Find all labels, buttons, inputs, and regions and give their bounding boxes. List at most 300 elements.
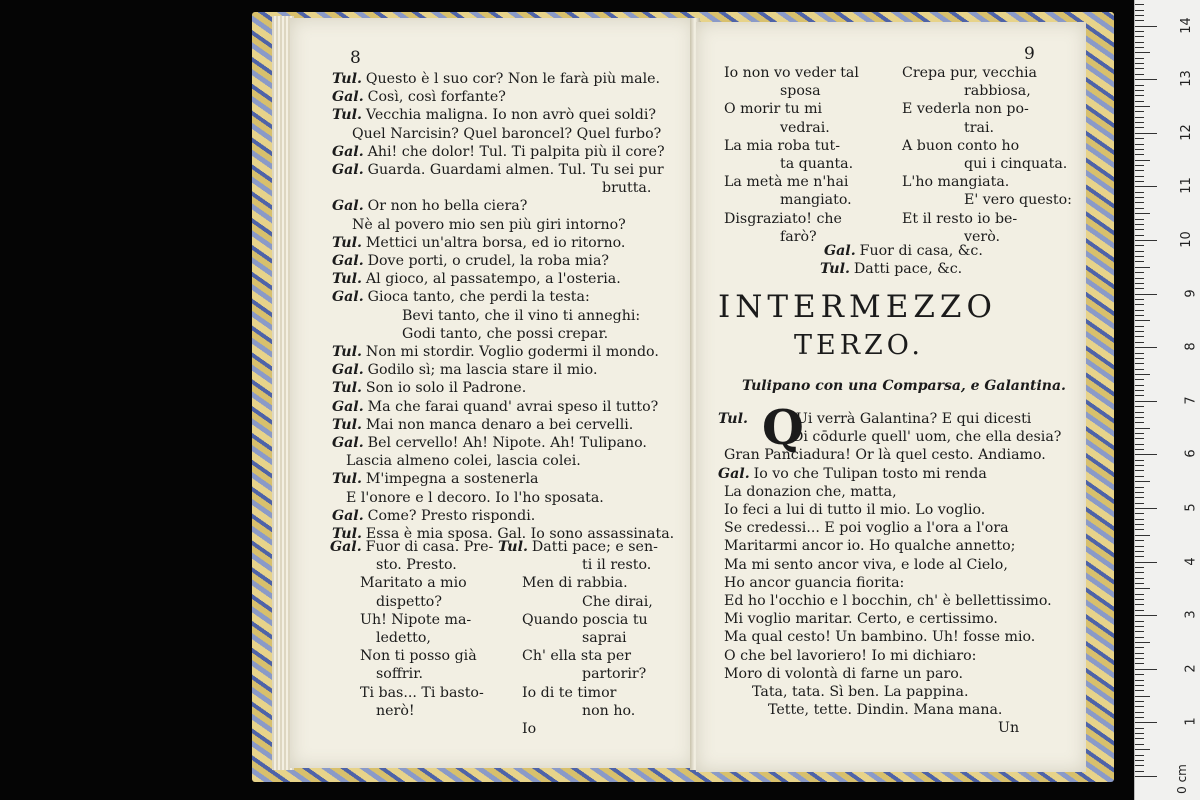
ruler-tick: [1135, 470, 1144, 471]
ruler-tick: [1135, 374, 1150, 375]
ruler-tick: [1135, 186, 1157, 187]
verse-text: Tata, tata. Sì ben. La pappina.: [752, 684, 969, 700]
ruler-tick: [1135, 294, 1157, 295]
ruler-tick: [1135, 610, 1144, 611]
closing-line: [824, 244, 983, 258]
verse-text: Come? Presto rispondi.: [367, 507, 536, 524]
speaker-label: Gal.: [332, 289, 364, 306]
dialogue-line: [602, 181, 651, 195]
duet-line-right: [582, 704, 635, 718]
ruler-tick: [1135, 149, 1144, 150]
ruler-tick: [1135, 519, 1144, 520]
ruler-tick: [1135, 626, 1144, 627]
verse-text: brutta.: [602, 180, 652, 197]
speaker-label: Tul.: [332, 471, 362, 488]
dialogue-line: [724, 649, 976, 663]
page-number-right: 9: [1024, 44, 1035, 64]
speaker-label: Tul.: [332, 271, 362, 288]
duet-line-left: mangiato.: [780, 192, 852, 209]
ruler-tick: [1135, 278, 1144, 279]
ruler-tick: [1135, 428, 1150, 429]
ruler-tick: [1135, 208, 1144, 209]
verse-text: Io feci a lui di tutto il mio. Lo voglio.: [724, 502, 986, 518]
ruler-tick: [1135, 4, 1144, 5]
duet-line-left: [330, 540, 493, 554]
ruler-tick: [1135, 722, 1157, 723]
verse-text: Ho ancor guancia fiorita:: [724, 574, 905, 591]
verse-text: Maritarmi ancor io. Ho qualche annetto;: [724, 538, 1016, 555]
ruler-cm-label: 13: [1179, 70, 1195, 87]
duet-line-right: [582, 595, 653, 609]
verse-text: Al gioco, al passatempo, a l'osteria.: [365, 271, 621, 288]
ruler-tick: [1135, 256, 1144, 257]
page-number-left: 8: [350, 48, 361, 68]
ruler-tick: [1135, 192, 1144, 193]
ruler-tick: [1135, 85, 1144, 86]
dialogue-line: [724, 667, 963, 681]
duet-line-right: [582, 667, 646, 681]
verse-text: Datti pace; e sen-: [531, 539, 658, 555]
duet-line-left: farò?: [780, 228, 817, 245]
ruler-tick: [1135, 508, 1157, 509]
ruler-tick: [1135, 101, 1144, 102]
verse-text: E l'onore e l decoro. Io l'ho sposata.: [346, 489, 604, 506]
ruler-tick: [1135, 487, 1144, 488]
ruler-tick: [1135, 465, 1144, 466]
ruler-tick: [1135, 95, 1144, 96]
ruler-tick: [1135, 567, 1144, 568]
duet-line-left: Disgraziato! che: [724, 210, 842, 227]
speaker-label: Tul.: [332, 234, 362, 251]
duet-line-right: rabbiosa,: [964, 83, 1031, 100]
intermezzo-title: INTERMEZZO: [718, 289, 997, 325]
ruler-tick: [1135, 15, 1144, 16]
ruler-tick: [1135, 551, 1144, 552]
duet-line-left: ta quanta.: [780, 156, 854, 172]
speaker-label: Tul.: [820, 261, 850, 278]
verse-text: Maritato a mio: [360, 575, 467, 592]
verse-text: ledetto,: [376, 630, 431, 646]
dialogue-line: [352, 218, 626, 232]
ruler-cm-label: 6: [1183, 449, 1199, 459]
ruler-tick: [1135, 144, 1144, 145]
verse-text: Godilo sì; ma lascia stare il mio.: [367, 362, 598, 379]
verse-text: Son io solo il Padrone.: [365, 380, 527, 397]
ruler-tick: [1135, 658, 1144, 659]
ruler-tick: [1135, 706, 1144, 707]
left-page: [290, 18, 694, 768]
dialogue-line: [724, 448, 1046, 462]
duet-line-right: qui i cinquata.: [964, 156, 1068, 172]
verse-text: Ma che farai quand' avrai speso il tutto?: [367, 398, 659, 415]
verse-text: Dove porti, o crudel, la roba mia?: [367, 253, 610, 269]
verse-text: Un: [998, 720, 1020, 737]
dialogue-line: [332, 381, 526, 395]
ruler-tick: [1135, 535, 1150, 536]
ruler-tick: [1135, 701, 1144, 702]
verse-text: Fuor di casa. Pre-: [365, 539, 494, 555]
ruler-tick: [1135, 529, 1144, 530]
ruler-tick: [1135, 165, 1144, 166]
verse-text: Mi voglio maritar. Certo, e certissimo.: [724, 611, 998, 628]
ruler-tick: [1135, 744, 1144, 745]
ruler-tick: [1135, 492, 1144, 493]
ruler-tick: [1135, 197, 1144, 198]
ruler-tick: [1135, 310, 1144, 311]
ruler-tick: [1135, 133, 1157, 134]
dialogue-line: [332, 236, 625, 250]
speaker-label: Gal.: [332, 362, 364, 379]
dialogue-line: [724, 521, 1009, 535]
ruler-unit-label: 0 cm: [1175, 764, 1190, 794]
duet-line-left: [360, 576, 467, 590]
ruler-tick: [1135, 42, 1144, 43]
stage-direction: Tulipano con una Comparsa, e Galantina.: [742, 378, 1066, 394]
dialogue-line: [332, 90, 506, 104]
verse-text: saprai: [582, 630, 627, 646]
verse-text: Io: [522, 721, 537, 737]
dialogue-line: [724, 612, 998, 626]
verse-text: Ed ho l'occhio e l bocchin, ch' è bellettissimo.: [724, 593, 1052, 609]
verse-text: sto. Presto.: [376, 557, 457, 574]
ruler-tick: [1135, 47, 1144, 48]
verse-text: Quando poscia tu: [522, 611, 648, 628]
intermezzo-subtitle: TERZO.: [794, 330, 924, 361]
dialogue-line: [402, 327, 608, 341]
verse-text: nerò!: [376, 702, 415, 719]
ruler-tick: [1135, 524, 1144, 525]
ruler-cm-label: 10: [1179, 231, 1195, 248]
speaker-label: Tul.: [498, 539, 528, 555]
speaker-label: Gal.: [718, 465, 750, 482]
ruler-tick: [1135, 58, 1144, 59]
duet-line-left: La mia roba tut-: [724, 137, 841, 154]
ruler-tick: [1135, 358, 1144, 359]
verse-text: Ui verrà Galantina? E qui dicesti: [795, 411, 1032, 427]
ruler-tick: [1135, 438, 1144, 439]
ruler-tick: [1135, 663, 1144, 664]
verse-text: Gran Panciadura! Or là quel cesto. Andiamo.: [724, 447, 1046, 464]
verse-text: Uh! Nipote ma-: [360, 611, 472, 628]
ruler-tick: [1135, 765, 1144, 766]
ruler-tick: [1135, 583, 1144, 584]
ruler-tick: [1135, 31, 1144, 32]
speaker-label: Gal.: [330, 539, 362, 555]
verse-text: Ma qual cesto! Un bambino. Uh! fosse mio.: [724, 629, 1036, 646]
ruler-tick: [1135, 10, 1144, 11]
speaker-label: Gal.: [332, 89, 364, 106]
verse-text: soffrir.: [376, 666, 423, 683]
duet-line-left: Io non vo veder tal: [724, 65, 859, 81]
ruler-tick: [1135, 79, 1157, 80]
dialogue-line: [332, 345, 659, 359]
speaker-label: Gal.: [332, 162, 364, 178]
speaker-label: Tul.: [332, 71, 362, 87]
ruler-tick: [1135, 401, 1157, 402]
dialogue-line: [332, 199, 527, 213]
verse-text: Vecchia maligna. Io non avrò quei soldi?: [365, 107, 657, 124]
ruler-tick: [1135, 460, 1144, 461]
ruler-tick: [1135, 454, 1157, 455]
duet-line-left: [376, 558, 457, 572]
ruler-tick: [1135, 733, 1144, 734]
ruler-tick: [1135, 26, 1157, 27]
speaker-label: Gal.: [332, 198, 364, 215]
closing-line: [820, 262, 962, 276]
duet-line-right: E' vero questo:: [964, 192, 1072, 209]
dialogue-line: [718, 467, 987, 481]
dialogue-line: [346, 491, 604, 505]
ruler-tick: [1135, 288, 1144, 289]
verse-text: Bevi tanto, che il vino ti anneghi:: [402, 307, 641, 324]
ruler-tick: [1135, 422, 1144, 423]
dialogue-line: [352, 127, 661, 141]
speaker-label: Gal.: [332, 143, 364, 160]
speaker-label: Tul.: [332, 107, 362, 124]
duet-line-right: E vederla non po-: [902, 101, 1029, 118]
ruler-tick: [1135, 304, 1144, 305]
ruler-tick: [1135, 245, 1144, 246]
duet-line-left: O morir tu mi: [724, 101, 823, 118]
ruler-tick: [1135, 674, 1144, 675]
ruler-tick: [1135, 647, 1144, 648]
ruler-tick: [1135, 336, 1144, 337]
verse-text: O che bel lavoriero! Io mi dichiaro:: [724, 647, 977, 664]
dialogue-line: [724, 558, 1008, 572]
ruler-tick: [1135, 562, 1157, 563]
verse-text: Tette, tette. Dindin. Mana mana.: [768, 702, 1003, 719]
verse-text: Mai non manca denaro a bei cervelli.: [365, 416, 634, 433]
ruler-tick: [1135, 52, 1150, 53]
ruler-tick: [1135, 444, 1144, 445]
duet-line-right: [522, 613, 648, 627]
verse-text: Non ti posso già: [360, 648, 477, 665]
ruler-tick: [1135, 385, 1144, 386]
ruler-tick: [1135, 202, 1144, 203]
verse-text: Io di te timor: [522, 684, 617, 701]
ruler-tick: [1135, 170, 1144, 171]
ruler-tick: [1135, 379, 1144, 380]
duet-line-left: [376, 595, 442, 609]
ruler-cm-label: 14: [1179, 16, 1195, 34]
ruler-tick: [1135, 497, 1144, 498]
verse-text: Datti pace, &c.: [853, 261, 963, 278]
verse-text: Io vo che Tulipan tosto mi renda: [753, 465, 987, 482]
ruler-tick: [1135, 476, 1144, 477]
ruler-tick: [1135, 261, 1144, 262]
dialogue-line: [724, 485, 897, 499]
speaker-label: Gal.: [332, 507, 364, 524]
ruler-tick: [1135, 776, 1157, 777]
dialogue-line: [792, 430, 1061, 444]
speaker-label: Tul.: [332, 416, 362, 433]
ruler-tick: [1135, 578, 1144, 579]
dialogue-line: [724, 630, 1035, 644]
ruler-tick: [1135, 572, 1144, 573]
duet-line-right: [522, 722, 536, 736]
ruler-cm-label: 1: [1183, 717, 1199, 727]
verse-text: partorir?: [582, 666, 647, 683]
ruler-tick: [1135, 449, 1144, 450]
speaker-label: Tul.: [332, 380, 362, 397]
ruler-tick: [1135, 369, 1144, 370]
ruler-tick: [1135, 588, 1150, 589]
dialogue-line: [998, 721, 1019, 735]
ruler-tick: [1135, 653, 1144, 654]
dialogue-line: [332, 254, 609, 268]
verse-text: La donazion che, matta,: [724, 483, 897, 500]
ruler-tick: [1135, 283, 1144, 284]
speaker-label: Gal.: [332, 253, 364, 269]
duet-line-right: Crepa pur, vecchia: [902, 65, 1037, 81]
dialogue-line: [332, 472, 538, 486]
ruler-tick: [1135, 326, 1144, 327]
ruler-tick: [1135, 717, 1144, 718]
duet-line-right: verò.: [964, 228, 1000, 245]
ruler-tick: [1135, 755, 1144, 756]
dialogue-line: [346, 454, 581, 468]
verse-text: Se credessi... E poi voglio a l'ora a l'ora: [724, 520, 1009, 537]
ruler-tick: [1135, 412, 1144, 413]
ruler-tick: [1135, 631, 1144, 632]
dialogue-line: [332, 72, 660, 86]
ruler-tick: [1135, 20, 1144, 21]
speaker-label: Gal.: [332, 398, 364, 415]
ruler-cm-label: 9: [1183, 288, 1199, 298]
duet-line-left: [376, 704, 415, 718]
ruler-cm-label: 8: [1183, 342, 1199, 351]
ruler-tick: [1135, 90, 1144, 91]
drop-cap: Q: [762, 400, 804, 456]
ruler-tick: [1135, 315, 1144, 316]
duet-line-right: A buon conto ho: [902, 137, 1020, 154]
dialogue-line: [724, 594, 1052, 608]
dialogue-line: [332, 418, 633, 432]
ruler-tick: [1135, 503, 1144, 504]
duet-line-right: [522, 576, 628, 590]
ruler-tick: [1135, 712, 1144, 713]
ruler-tick: [1135, 749, 1150, 750]
verse-text: Bel cervello! Ah! Nipote. Ah! Tulipano.: [367, 435, 647, 451]
dialogue-line: [724, 503, 985, 517]
ruler-tick: [1135, 176, 1144, 177]
verse-text: Quel Narcisin? Quel baroncel? Quel furbo?: [352, 125, 662, 142]
ruler-tick: [1135, 320, 1150, 321]
verse-text: Mettici un'altra borsa, ed io ritorno.: [365, 234, 626, 251]
dialogue-line: [768, 703, 1002, 717]
ruler-tick: [1135, 685, 1144, 686]
duet-line-right: [582, 631, 627, 645]
speaker-label: Gal.: [332, 435, 364, 451]
ruler-tick: [1135, 546, 1144, 547]
ruler-tick: [1135, 481, 1150, 482]
duet-line-right: [522, 649, 631, 663]
dialogue-line: [332, 272, 621, 286]
ruler-tick: [1135, 728, 1144, 729]
dialogue-line: [332, 363, 598, 377]
ruler-tick: [1135, 696, 1150, 697]
ruler-tick: [1135, 127, 1144, 128]
ruler-tick: [1135, 235, 1144, 236]
verse-text: Godi tanto, che possi crepar.: [402, 325, 609, 342]
ruler-tick: [1135, 738, 1144, 739]
ruler-tick: [1135, 642, 1150, 643]
ruler-tick: [1135, 621, 1144, 622]
duet-line-left: sposa: [780, 83, 821, 100]
ruler-cm-label: 11: [1179, 177, 1195, 195]
ruler-tick: [1135, 240, 1157, 241]
speaker-label: Tul.: [332, 344, 362, 360]
duet-line-left: vedrai.: [780, 119, 830, 136]
ruler-tick: [1135, 637, 1144, 638]
ruler-tick: [1135, 690, 1144, 691]
ruler-tick: [1135, 771, 1144, 772]
verse-text: Or non ho bella ciera?: [367, 198, 528, 215]
ruler-tick: [1135, 363, 1144, 364]
ruler-tick: [1135, 36, 1144, 37]
ruler-tick: [1135, 342, 1144, 343]
verse-text: non ho.: [582, 702, 636, 719]
ruler-cm-label: 12: [1179, 124, 1195, 141]
duet-line-right: L'ho mangiata.: [902, 174, 1010, 191]
ruler-tick: [1135, 615, 1157, 616]
dialogue-line: [402, 309, 640, 323]
right-page: [696, 22, 1086, 772]
verse-text: Ti bas... Ti basto-: [360, 684, 484, 701]
duet-line-left: [360, 686, 484, 700]
verse-text: dispetto?: [376, 593, 442, 610]
verse-text: Non mi stordir. Voglio godermi il mondo.: [365, 344, 659, 360]
ruler-tick: [1135, 417, 1144, 418]
ruler-tick: [1135, 111, 1144, 112]
dialogue-line: [332, 436, 647, 450]
verse-text: Gioca tanto, che perdi la testa:: [367, 289, 590, 306]
ruler-tick: [1135, 219, 1144, 220]
dialogue-line: [724, 539, 1015, 553]
dialogue-line: [718, 412, 1031, 426]
duet-line-right: [498, 540, 658, 554]
ruler-tick: [1135, 433, 1144, 434]
ruler-tick: [1135, 540, 1144, 541]
ruler-cm-label: 5: [1183, 503, 1199, 512]
ruler-tick: [1135, 760, 1144, 761]
ruler-tick: [1135, 680, 1144, 681]
ruler-tick: [1135, 513, 1144, 514]
ruler-tick: [1135, 395, 1144, 396]
ruler-tick: [1135, 154, 1144, 155]
speaker-label: Gal.: [824, 243, 856, 259]
ruler-tick: [1135, 331, 1144, 332]
ruler-tick: [1135, 138, 1144, 139]
ruler-tick: [1135, 106, 1150, 107]
ruler-tick: [1135, 229, 1144, 230]
duet-line-left: [360, 649, 477, 663]
ruler-tick: [1135, 353, 1144, 354]
ruler-tick: [1135, 68, 1144, 69]
ruler-tick: [1135, 251, 1144, 252]
verse-text: Ch' ella sta per: [522, 648, 632, 665]
verse-text: Nè al povero mio sen più giri intorno?: [352, 216, 626, 233]
ruler-tick: [1135, 299, 1144, 300]
ruler-tick: [1135, 117, 1144, 118]
verse-text: Di cōdurle quell' uom, che ella desia?: [792, 429, 1062, 446]
verse-text: Ahi! che dolor! Tul. Ti palpita più il core?: [367, 143, 665, 160]
ruler-tick: [1135, 406, 1144, 407]
duet-line-right: Et il resto io be-: [902, 210, 1018, 227]
verse-text: Essa è mia sposa. Gal. Io sono assassinata.: [365, 526, 675, 542]
duet-line-right: [582, 558, 651, 572]
ruler-cm-label: 2: [1183, 664, 1199, 673]
